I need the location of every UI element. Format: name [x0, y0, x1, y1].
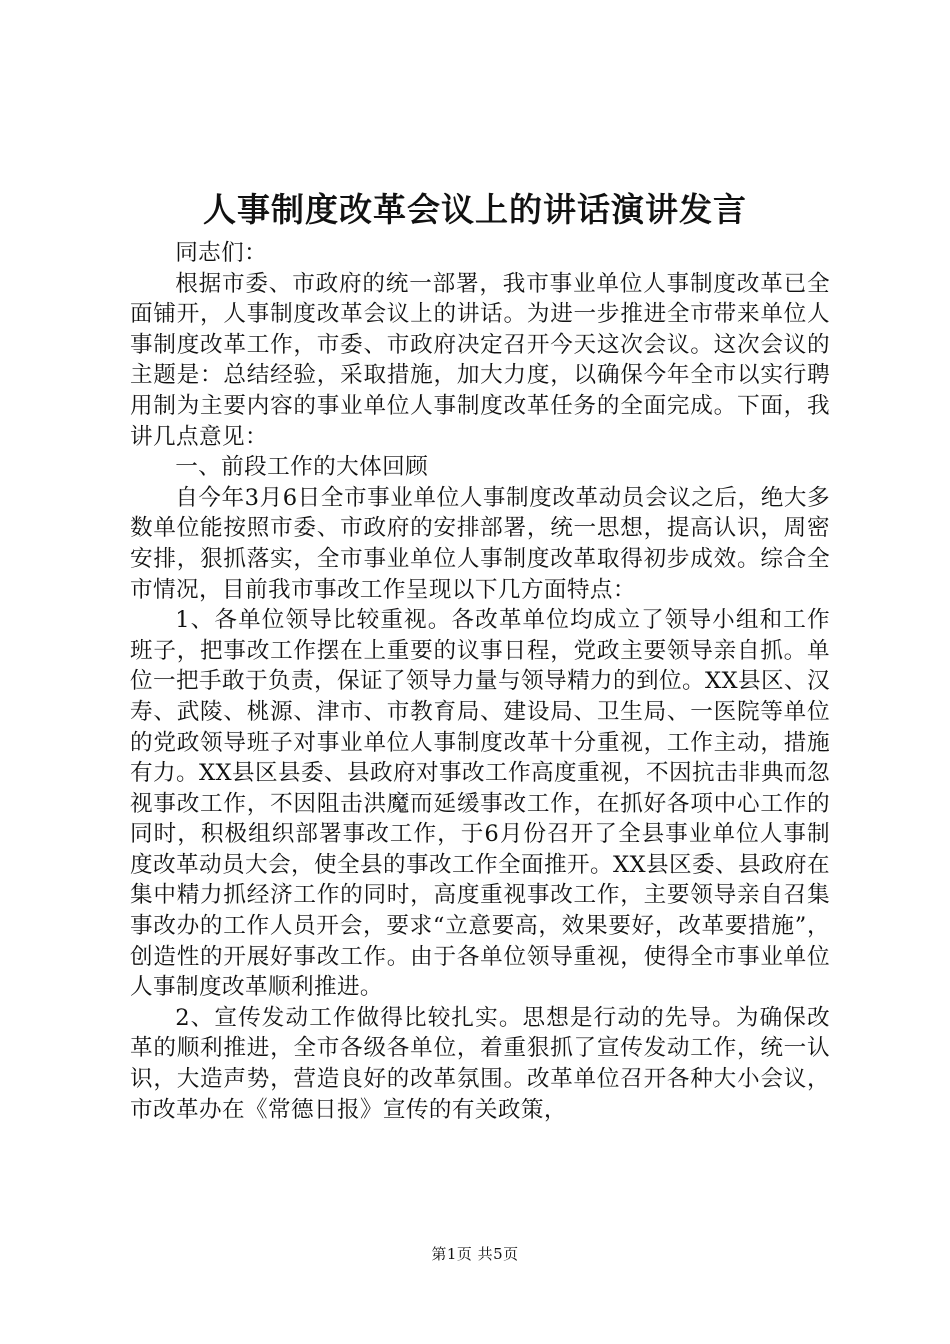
intro-paragraph: 根据市委、市政府的统一部署，我市事业单位人事制度改革已全面铺开，人事制度改革会议上的讲话。为进一步推进全市带来单位人事制度改革工作，市委、市政府决定召开今天这次会议。这次会议的主题是：总结经验，采取措施，加大力度，以确保今年全市以实行聘用制为主要内容的事业单位人事制度改革任务的全面完成。下面，我讲几点意见：: [130, 270, 830, 450]
salutation: 同志们：: [175, 240, 268, 266]
document-body: [130, 238, 830, 1125]
section-heading: 一、前段工作的大体回顾: [175, 454, 429, 481]
page-footer: 第1页 共5页: [431, 1245, 519, 1263]
review-paragraph: 自今年3月6日全市事业单位人事制度改革动员会议之后，绝大多数单位能按照市委、市政府的安排部署，统一思想，提高认识，周密安排，狠抓落实，全市事业单位人事制度改革取得初步成效。综合全市情况，目前我市事改工作呈现以下几方面特点：: [130, 484, 830, 603]
point-two-paragraph: 2、宣传发动工作做得比较扎实。思想是行动的先导。为确保改革的顺利推进，全市各级各单位，着重狠抓了宣传发动工作，统一认识，大造声势，营造良好的改革氛围。改革单位召开各种大小会议，市改革办在《常德日报》宣传的有关政策，: [130, 1004, 830, 1123]
document-title: 人事制度改革会议上的讲话演讲发言: [203, 190, 747, 229]
point-one-paragraph: 1、各单位领导比较重视。各改革单位均成立了领导小组和工作班子，把事改工作摆在上重要的议事日程，党政主要领导亲自抓。单位一把手敢于负责，保证了领导力量与领导精力的到位。XX县区、汉寿、武陵、桃源、津市、市教育局、建设局、卫生局、一医院等单位的党政领导班子对事业单位人事制度改革十分重视，工作主动，措施有力。XX县区县委、县政府对事改工作高度重视，不因抗击非典而忽视事改工作，不因阻击洪魔而延缓事改工作，在抓好各项中心工作的同时，积极组织部署事改工作，于6月份召开了全县事业单位人事制度改革动员大会，使全县的事改工作全面推开。XX县区委、县政府在集中精力抓经济工作的同时，高度重视事改工作，主要领导亲自召集事改办的工作人员开会，要求“立意要高，效果要好，改革要措施”，创造性的开展好事改工作。由于各单位领导重视，使得全市事业单位人事制度改革顺利推进。: [130, 607, 830, 1001]
